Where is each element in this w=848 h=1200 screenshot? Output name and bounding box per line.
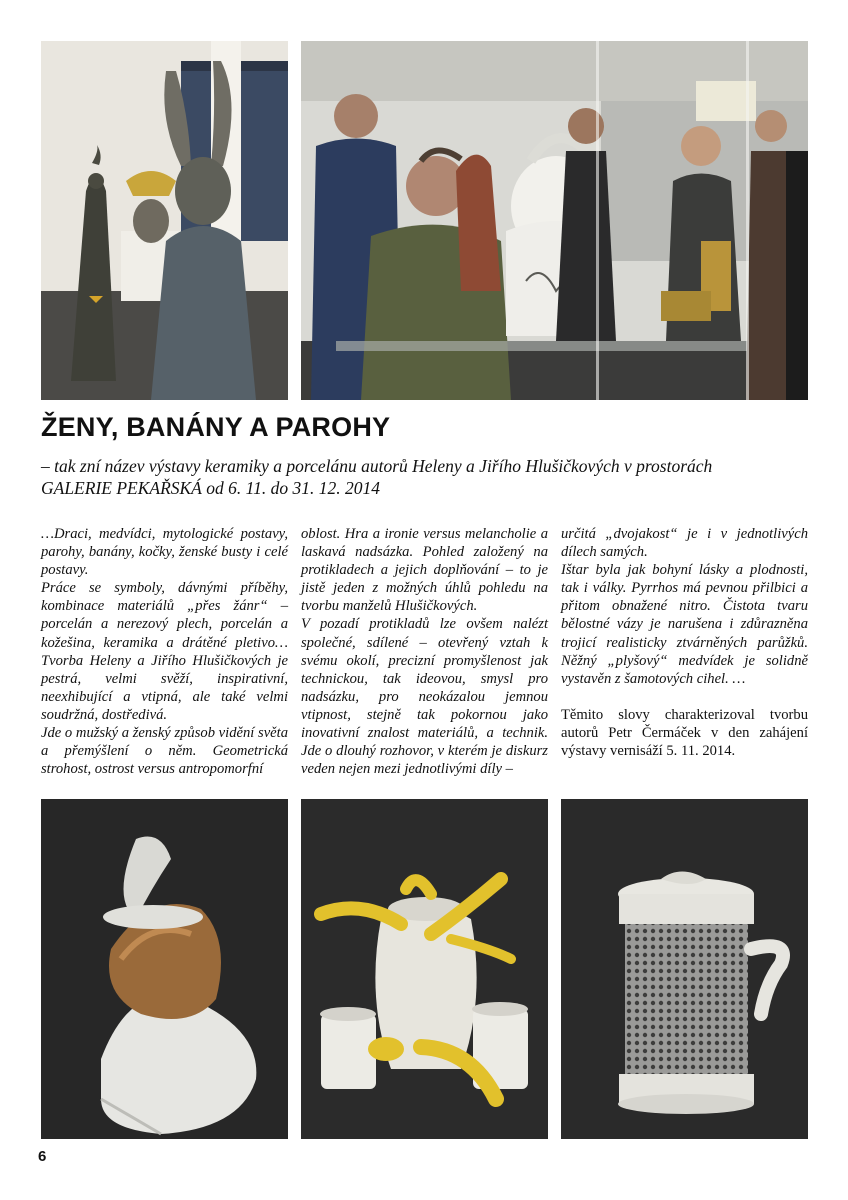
paragraph: Ištar byla jak bohyní lásky a plodnosti, tak i války. Pyrrhos má pevnou přilbici a přitom obnažené nitro. Čistota tvaru bělostné vázy je narušena i zdůrazněna trojicí realisticky ztvárněných parůžků. Něžný „plyšový“ medvídek je solidně vystavěn z šamotových cihel. … — [561, 562, 808, 687]
article-subtitle — [41, 455, 811, 499]
paragraph: určitá „dvojakost“ je i v jednotlivých dílech samých. — [561, 526, 808, 561]
article-column-3 — [561, 525, 808, 760]
photo-exhibition-opening — [301, 41, 808, 400]
subtitle-line-1: – tak zní název výstavy keramiky a porcelánu autorů Heleny a Jiřího Hlušičkových v prostorách — [41, 456, 713, 476]
article-column-2 — [301, 525, 548, 778]
photo-vase-bananas — [301, 799, 548, 1139]
photo-gallery-sculptures — [41, 41, 288, 400]
paragraph: …Draci, medvídci, mytologické postavy, parohy, banány, kočky, ženské busty i celé postavy. — [41, 526, 288, 579]
subtitle-line-2: GALERIE PEKAŘSKÁ od 6. 11. do 31. 12. 2014 — [41, 478, 380, 498]
paragraph: Práce se symboly, dávnými příběhy, kombinace materiálů „přes žánr“ – porcelán a nerezový plech, porcelán a kožešina, keramika a drátěné pletivo… Tvorba Heleny a Jiřího Hlušičkových je pestrá, velmi svěží, inspirativní, neexhibující a vtipná, ale také velmi soudržná, dostředivá. — [41, 580, 288, 723]
paragraph: V pozadí protikladů lze ovšem nalézt společné, sdílené – otevřený vztah k svému okolí, precizní promyšlenost jak technickou, tak ideovou, smysl pro nadsázku, pro neokázalou jemnou vtipnost, stejně tak pokornou jako inovativní znalost materiálů, a technik. Jde o dlouhý rozhovor, v kterém je diskurz veden nejen mezi jednotlivými díly – — [301, 616, 548, 778]
article-headline: ŽENY, BANÁNY A PAROHY — [41, 412, 391, 442]
page-number: 6 — [38, 1148, 47, 1165]
paragraph: Jde o mužský a ženský způsob vidění světa a přemýšlení o něm. Geometrická strohost, ostrost versus antropomorfní — [41, 725, 288, 778]
photo-jug-steel-mesh — [561, 799, 808, 1139]
paragraph: oblost. Hra a ironie versus melancholie a laskavá nadsázka. Pohled založený na protikladech a jejich doplňování – to je jistě jeden z možných úhlů pohledu na tvorbu manželů Hlušičkových. — [301, 526, 548, 615]
photo-porcelain-fur — [41, 799, 288, 1139]
article-column-1 — [41, 525, 288, 778]
closing-paragraph: Těmito slovy charakterizoval tvorbu autorů Petr Čermáček v den zahájení výstavy vernisáží 5. 11. 2014. — [561, 706, 808, 760]
